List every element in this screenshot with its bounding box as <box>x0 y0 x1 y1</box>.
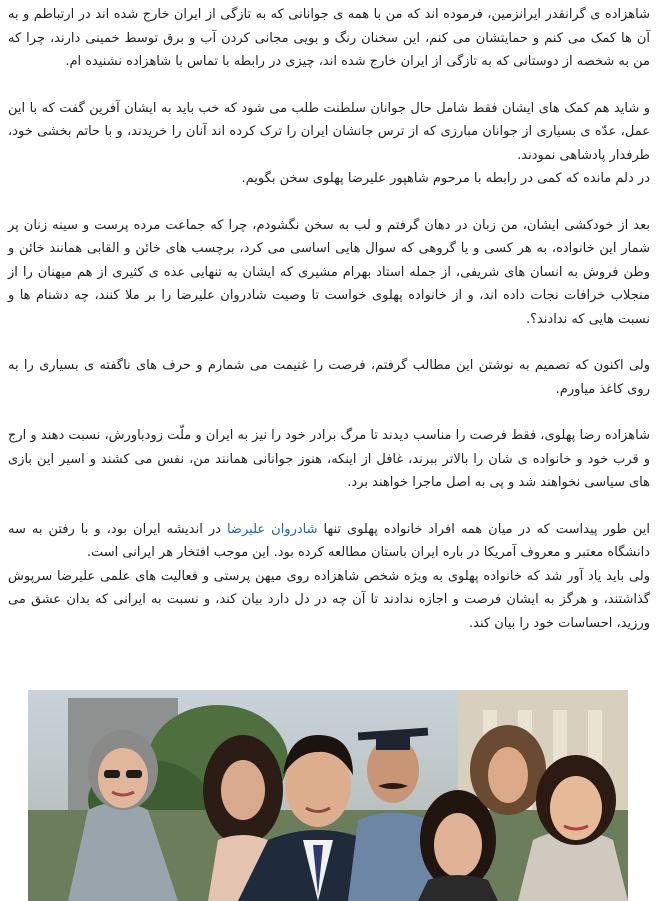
paragraph-2b: در دلم مانده که کمی در رابطه با مرحوم شاهپور علیرضا پهلوی سخن بگویم. <box>241 171 650 186</box>
family-photo <box>28 690 628 901</box>
person-woman-curly-hair <box>470 725 546 815</box>
paragraph-3: بعد از خودکشی ایشان، من زبان در دهان گرفتم و لب به سخن نگشودم، چرا که جماعت مرده پرست و سینه زنان پر شمار این خانواده، به هر کسی و یا گروهی که سوال هایی اساسی می کرد، برچسب های خائن و القابی همانند خائن و وطن فروش به انسان های شریفی، از جمله استاد بهرام مشیری که ایشان به تنهایی عده ی کثیری از هم میهنان را از منجلاب خرافات نجات داده اند، و از خانواده پهلوی خواست تا وصیت شادروان علیرضا را بر ملا کنند، چه دشنام ها و نسبت هایی که ندادند؟. <box>8 217 650 327</box>
paragraph-2: و شاید هم کمک های ایشان فقط شامل حال جوانان سلطنت طلب می شود که خب باید به ایشان آفرین گفت که با این عمل، عدّه ی بسیاری از جوانان مبارزی که از ترس جانشان ایران را ترک کرده اند آنان را خریدند، و با حاتم بخشی خود، طرفدار پادشاهی نمودند. <box>8 100 650 163</box>
paragraph-7: ولی باید یاد آور شد که خانواده پهلوی به ویژه شخص شاهزاده روی میهن پرستی و فعالیت های علمی علیرضا سرپوش گذاشتند، و هرگز به ایشان فرصت و اجازه ندادند تا آن چه در دل دارد بیان کند، و نسبت به ایرانی که بدان عشق می ورزید، احساسات خود را بیان کند. <box>8 568 650 631</box>
paragraph-6-start: این طور پیداست که در میان همه افراد خانواده پهلوی تنها <box>317 521 650 537</box>
family-photo-illustration <box>28 690 628 901</box>
alireza-link[interactable]: شادروان علیرضا <box>226 521 318 537</box>
paragraph-1: شاهزاده ی گرانقدر ایرانزمین، فرموده اند که من با همه ی جوانانی که به تازگی از ایران خارج شده اند در ارتباطم و به آن ها کمک می کنم و حمایتشان می کنم، این سخنان رنگ و بویی مجانی کردن آب و برق توسط خمینی دارند، چرا که من به شخصه از دوستانی که به تازگی از ایران خارج شده اند، چیزی در رابطه با تماس با شاهزاده نشنیده ام. <box>8 7 650 69</box>
paragraph-4: ولی اکنون که تصمیم به نوشتن این مطالب گرفتم، فرصت را غنیمت می شمارم و حرف های ناگفته ی بسیاری را به روی کاغذ میاورم. <box>8 358 650 397</box>
paragraph-6-end: در اندیشه ایران بود، و با رفتن به سه دانشگاه معتبر و معروف آمریکا در باره ایران باستان مطالعه کرده بود. این موجب افتخار هر ایرانی است. <box>8 521 650 560</box>
paragraph-6 <box>8 518 650 565</box>
paragraph-5: شاهزاده رضا پهلوی، فقط فرصت را مناسب دیدند تا مرگ برادر خود را نیز به ایران و ملّت زودباورش، نسبت دهند و ارج و قرب خود و خانواده ی شان را بالاتر ببرند، غافل از اینکه، هنوز جوانانی همانند من، نفس می کشند و اسیر این بازی های سیاسی نخواهند شد و پی به اصل ماجرا خواهند برد. <box>8 428 650 490</box>
